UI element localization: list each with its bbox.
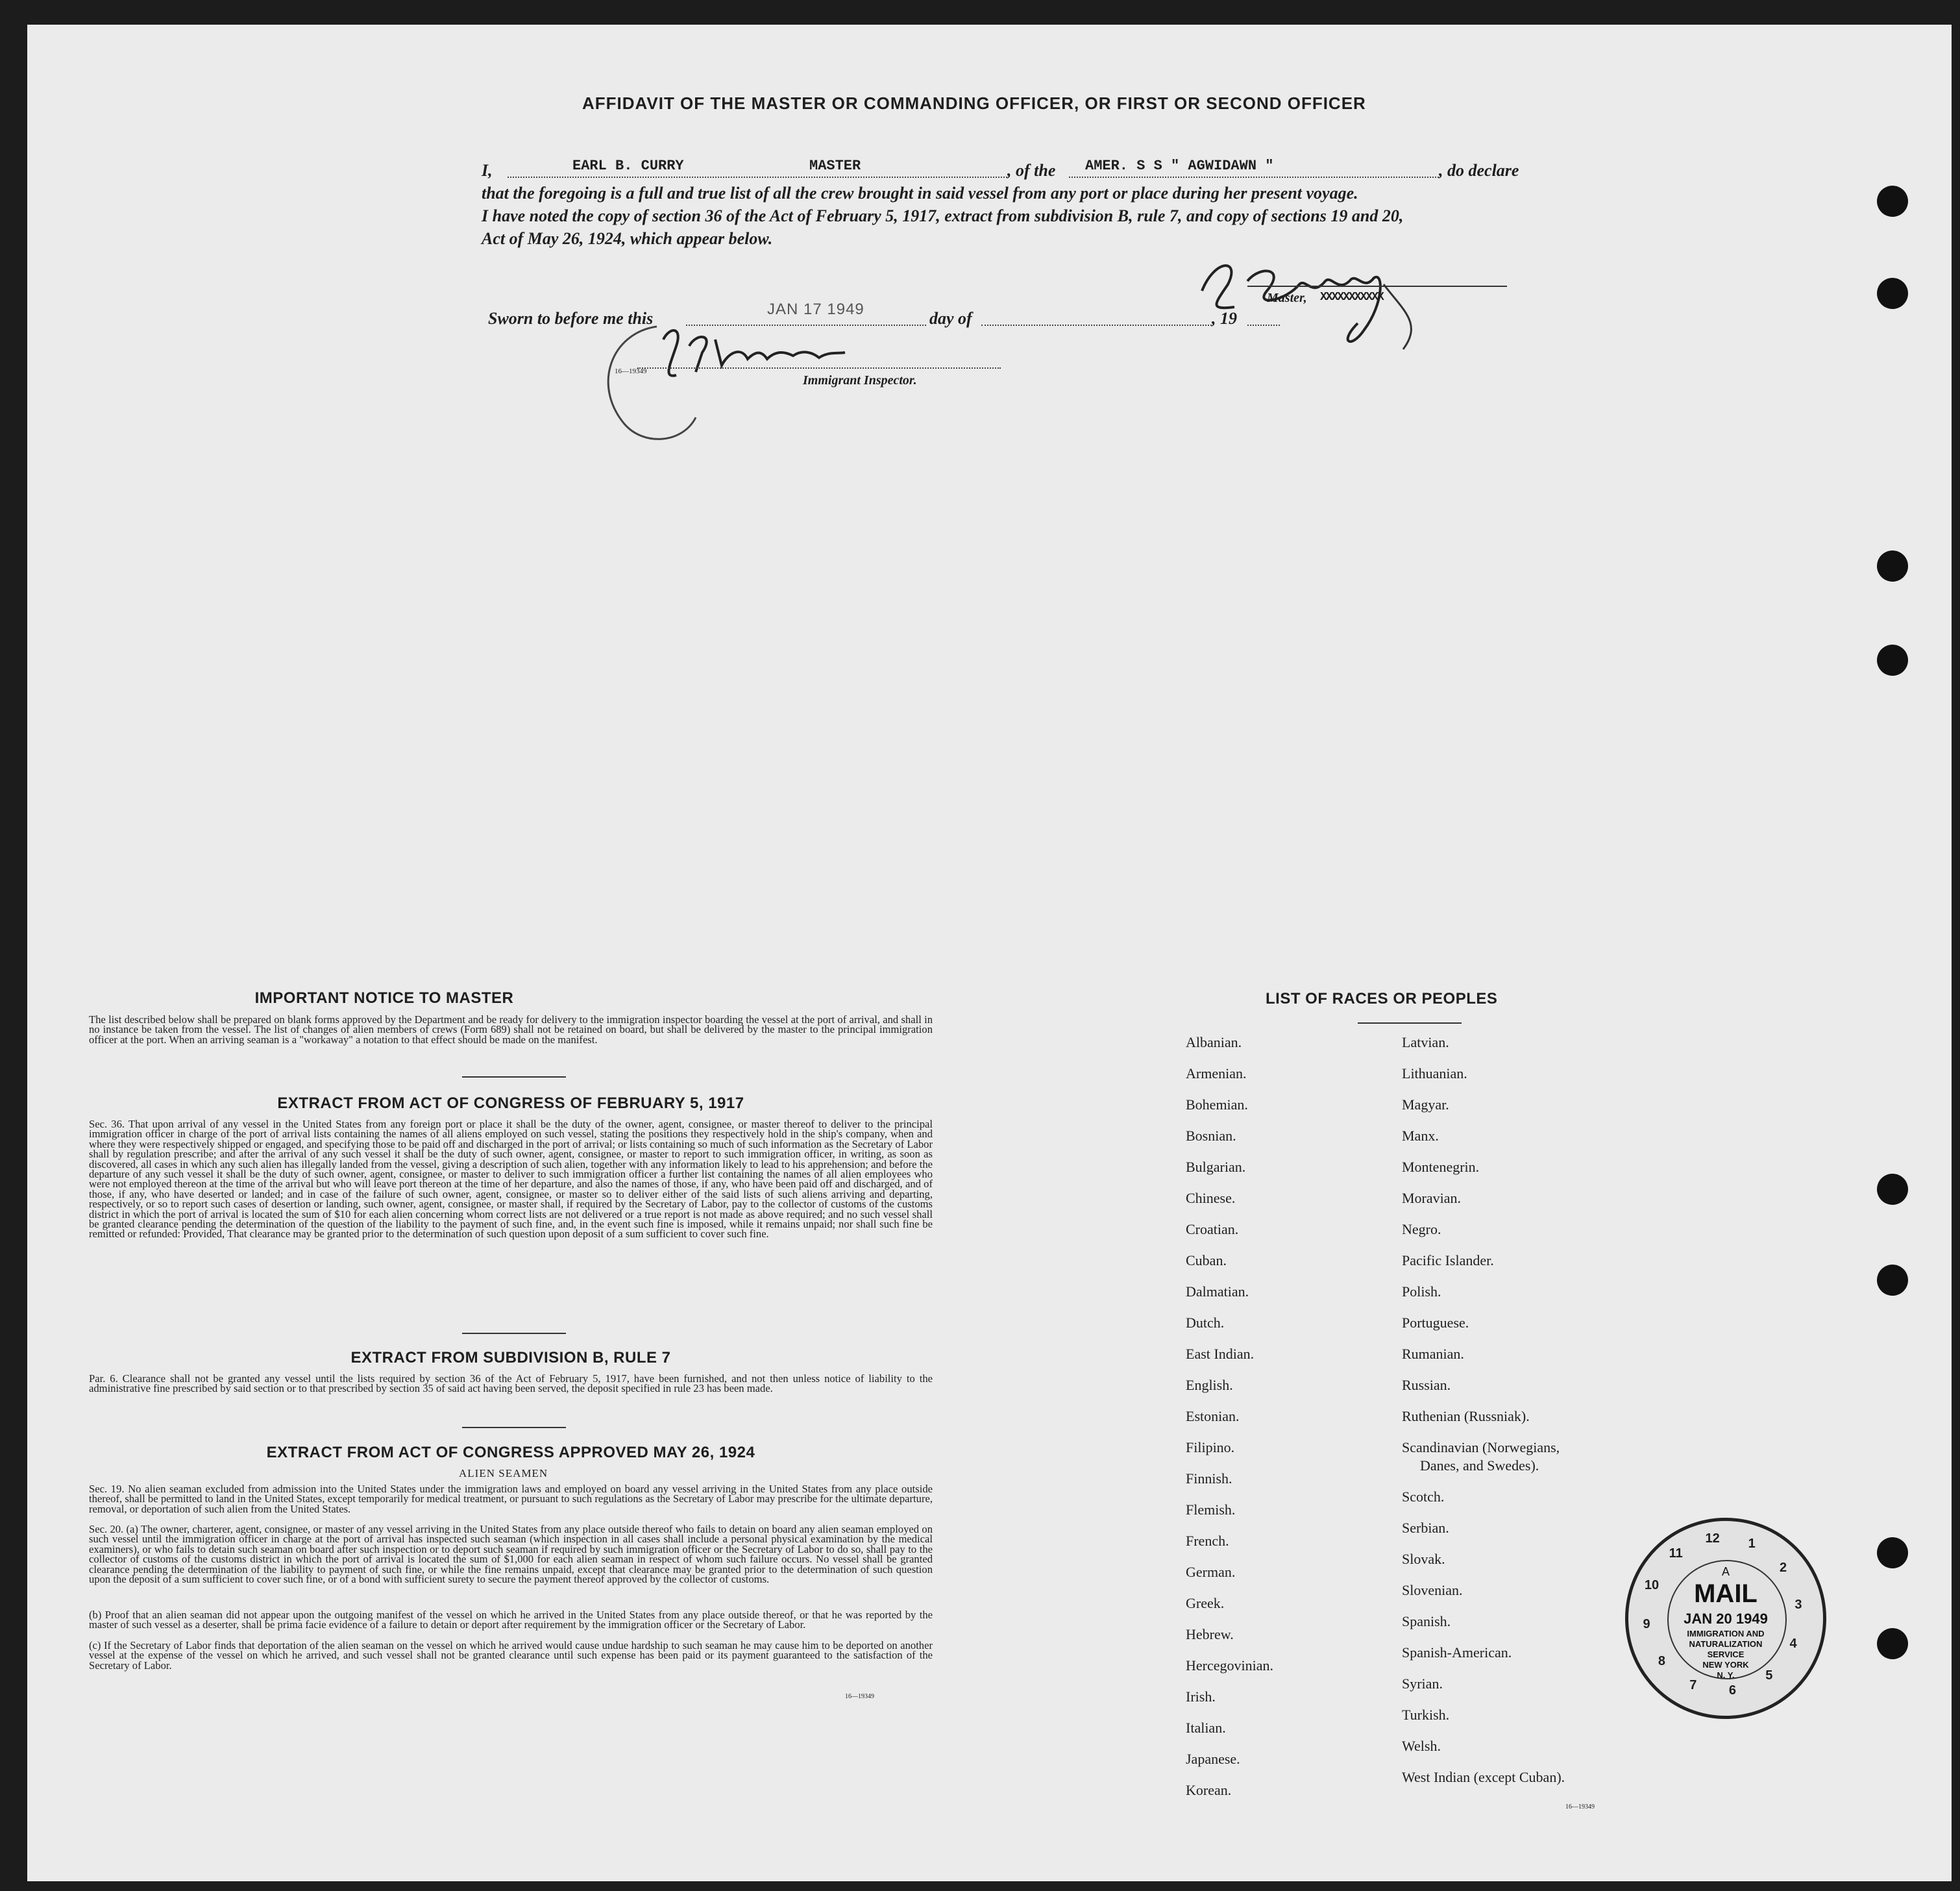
race-item: Dalmatian.: [1186, 1283, 1249, 1300]
stamp-number: 7: [1689, 1678, 1697, 1693]
race-item: Flemish.: [1186, 1502, 1236, 1518]
race-item: Syrian.: [1402, 1675, 1443, 1692]
stamp-line-3: SERVICE: [1707, 1650, 1745, 1659]
stamp-date: JAN 20 1949: [1684, 1611, 1768, 1627]
race-item: Portuguese.: [1402, 1315, 1469, 1331]
race-item: Welsh.: [1402, 1738, 1441, 1754]
vessel-name: AMER. S S " AGWIDAWN ": [1085, 158, 1274, 174]
race-item: Korean.: [1186, 1782, 1232, 1798]
race-item: Japanese.: [1186, 1751, 1240, 1767]
punch-hole: [1877, 645, 1908, 676]
year-prefix: , 19: [1212, 309, 1237, 328]
race-item: Pacific Islander.: [1402, 1252, 1494, 1268]
stamp-top: A: [1721, 1565, 1730, 1578]
affidavit-line-4: Act of May 26, 1924, which appear below.: [482, 229, 773, 248]
master-label: Master,: [1267, 291, 1307, 305]
extract-1924-sec20a: Sec. 20. (a) The owner, charterer, agent, consignee, or master of any vessel arriving in the United States from any place outside thereof who fails to detain on board any alien seaman employed on such vessel until the immigration officer in charge at the port of arrival has inspected such seaman (which inspection in all cases shall include a personal physical examination by the medical examiners), or who fails to detain such seaman on board after such inspection or to deport such seaman if required by such immigration officer or the Secretary of Labor to do so, shall pay to the collector of customs of the customs district in which the port of arrival is located the sum of $1,000 for each alien seaman in respect of whom such failure occurs. No vessel shall be granted clearance pending the determination of the liability to payment of such fine, or while the fine remains unpaid, except that clearance may be granted prior to the determination of such question upon the deposit of a sum sufficient to cover such fine, or of a bond with sufficient surety to secure the payment thereof approved by the collector of customs.: [89, 1523, 933, 1586]
stamp-line-4: NEW YORK: [1702, 1660, 1749, 1670]
race-item: Estonian.: [1186, 1408, 1240, 1424]
race-item: Armenian.: [1186, 1065, 1247, 1081]
race-item: Hercegovinian.: [1186, 1657, 1273, 1674]
month-line: [981, 325, 1212, 326]
extract-1917-text: Sec. 36. That upon arrival of any vessel in the United States from any foreign port or place it shall be the duty of the owner, agent, consignee, or master thereof to deliver to the principal immigration officer in charge of the port of arrival lists containing the names of all aliens employed on such vessel, stating the positions they respectively hold in the ship's company, when and where they were respectively shipped or engaged, and specifying those to be paid off and discharged in the port of arrival; or lists containing so much of such information as the Secretary of Labor shall by regulation prescribe; and after the arrival of any such vessel it shall be the duty of such owner, agent, consignee, or master to report to such immigration officer, in writing, as soon as discovered, all cases in which any such alien has illegally landed from the vessel, giving a description of such alien, together with any information likely to lead to his apprehension; and before the departure of any such vessel it shall be the duty of such owner, agent, consignee, or master to deliver to such immigration officer a further list containing the names of all alien employees who were not employed thereon at the time of the arrival but who will leave port thereon at the time of her departure, and also the names of those, if any, who have been paid off and discharged, and of those, if any, who have deserted or landed; and in case of the failure of such owner, agent, consignee, or master so to deliver either of the said lists of such aliens arriving and departing, respectively, or so to report such cases of desertion or landing, such owner, agent, consignee, or master shall, if required by the Secretary of Labor, pay to the collector of customs of the customs district in which the port of arrival is located the sum of $10 for each alien concerning whom correct lists are not delivered or a true report is not made as above required; and no such vessel shall be granted clearance pending the determination of the question of the liability to the payment of such fine, and, in the event such fine is imposed, while it remains unpaid; nor shall such fine be remitted or refunded: Provided, That clearance may be granted prior to the determination of such question upon deposit of a sum sufficient to cover such fine.: [89, 1118, 933, 1241]
race-item: Spanish-American.: [1402, 1644, 1512, 1661]
race-item: Croatian.: [1186, 1221, 1239, 1237]
race-item: Finnish.: [1186, 1470, 1232, 1487]
stamp-number: 3: [1795, 1597, 1802, 1612]
divider: [462, 1333, 566, 1334]
extract-rule7-text: Par. 6. Clearance shall not be granted any vessel until the lists required by section 36 of the Act of February 5, 1917, have been furnished, and not then unless notice of liability to the administrative fine prescribed by said section or to that prescribed by section 35 of said act having been served, the deposit specified in rule 23 has been made.: [89, 1372, 933, 1395]
inspector-label: Immigrant Inspector.: [803, 373, 917, 388]
race-item: Filipino.: [1186, 1439, 1235, 1455]
race-item: Scotch.: [1402, 1489, 1445, 1505]
i-label: I,: [482, 161, 493, 180]
extract-1924-sec20b: (b) Proof that an alien seaman did not appear upon the outgoing manifest of the vessel on which he arrived in the United States from any place outside thereof, or that he was reported by the master of such vessel as a deserter, shall be prima facie evidence of a failure to detain or deport after requirement by the immigration officer or the Secretary of Labor.: [89, 1609, 933, 1631]
race-item: Irish.: [1186, 1688, 1216, 1705]
punch-hole: [1877, 1628, 1908, 1659]
stamp-number: 5: [1765, 1668, 1773, 1683]
race-item: Rumanian.: [1402, 1346, 1464, 1362]
race-item: Lithuanian.: [1402, 1065, 1467, 1081]
race-item: Ruthenian (Russniak).: [1402, 1408, 1530, 1424]
divider: [462, 1076, 566, 1078]
punch-hole: [1877, 1174, 1908, 1205]
stamp-word: MAIL: [1694, 1579, 1758, 1608]
race-item: German.: [1186, 1564, 1236, 1580]
master-signature: [1189, 245, 1488, 365]
race-item: Slovak.: [1402, 1551, 1445, 1567]
inspector-line: [637, 367, 1001, 369]
of-the-label: , of the: [1007, 161, 1056, 180]
race-item: Greek.: [1186, 1595, 1225, 1611]
signature-line: [1247, 286, 1507, 287]
race-item: West Indian (except Cuban).: [1402, 1769, 1565, 1785]
stamp-number: 11: [1669, 1546, 1683, 1561]
extract-rule7-heading: EXTRACT FROM SUBDIVISION B, RULE 7: [350, 1349, 671, 1366]
affidavit-line-2: that the foregoing is a full and true list of all the crew brought in said vessel from any port or place during her present voyage.: [482, 184, 1358, 203]
divider: [462, 1427, 566, 1428]
race-item: Polish.: [1402, 1283, 1441, 1300]
punch-hole: [1877, 1537, 1908, 1568]
race-item: Negro.: [1402, 1221, 1441, 1237]
stamp-number: 10: [1644, 1577, 1660, 1592]
sworn-date-stamp: JAN 17 1949: [767, 301, 864, 318]
race-item: Russian.: [1402, 1377, 1451, 1393]
affidavit-line-3: I have noted the copy of section 36 of the Act of February 5, 1917, extract from subdivision B, rule 7, and copy of sections 19 and 20,: [482, 206, 1404, 225]
stamp-number: 8: [1658, 1653, 1665, 1668]
vessel-line: [1069, 177, 1439, 178]
stamp-line-5: N. Y.: [1717, 1670, 1735, 1680]
notice-text: The list described below shall be prepared on blank forms approved by the Department and be ready for delivery to the immigration inspector boarding the vessel at the port of arrival, and shall in no instance be taken from the vessel. The list of changes of alien members of crews (Form 689) shall not be retained on board, but shall be delivered by the master to the principal immigration officer at the port. When an arriving seaman is a "workaway" a notation to that effect should be made on the manifest.: [89, 1013, 933, 1046]
mail-received-stamp: [1625, 1518, 1826, 1719]
extract-1917-heading: EXTRACT FROM ACT OF CONGRESS OF FEBRUARY 5, 1917: [277, 1094, 744, 1112]
name-line: [508, 177, 1007, 178]
race-item: Moravian.: [1402, 1190, 1462, 1206]
race-item: Bohemian.: [1186, 1096, 1248, 1113]
race-item: Slovenian.: [1402, 1582, 1463, 1598]
race-item: Spanish.: [1402, 1613, 1451, 1629]
race-item: Danes, and Swedes).: [1420, 1457, 1539, 1474]
alien-seamen-subheading: ALIEN SEAMEN: [459, 1467, 548, 1479]
stamp-number: 12: [1705, 1531, 1720, 1546]
race-item: Magyar.: [1402, 1096, 1449, 1113]
affidavit-title: AFFIDAVIT OF THE MASTER OR COMMANDING OFFICER, OR FIRST OR SECOND OFFICER: [582, 93, 1366, 113]
race-item: English.: [1186, 1377, 1233, 1393]
race-item: Bulgarian.: [1186, 1159, 1246, 1175]
stamp-number: 2: [1780, 1561, 1787, 1576]
race-item: Turkish.: [1402, 1707, 1450, 1723]
stamp-number: 1: [1748, 1536, 1756, 1551]
stamp-number: 9: [1643, 1617, 1650, 1632]
stamp-number: 6: [1728, 1683, 1736, 1698]
race-item: Serbian.: [1402, 1520, 1449, 1536]
sworn-label: Sworn to before me this: [488, 309, 654, 328]
race-item: Montenegrin.: [1402, 1159, 1480, 1175]
extract-1924-heading: EXTRACT FROM ACT OF CONGRESS APPROVED MAY 26, 1924: [266, 1444, 755, 1461]
punch-hole: [1877, 1265, 1908, 1296]
stamp-line-2: NATURALIZATION: [1689, 1639, 1763, 1649]
year-line: [1247, 325, 1280, 326]
extract-1924-sec20c: (c) If the Secretary of Labor finds that deportation of the alien seaman on the vessel on which he arrived would cause undue hardship to such seaman he may cause him to be deported on another vessel at the expense of the vessel on which he arrived, and such vessel shall not be granted clearance until such expense has been paid or its payment guaranteed to the satisfaction of the Secretary of Labor.: [89, 1639, 933, 1672]
race-item: Cuban.: [1186, 1252, 1227, 1268]
day-of-label: day of: [929, 309, 972, 328]
race-item: French.: [1186, 1533, 1229, 1549]
divider: [1358, 1022, 1462, 1024]
race-item: Albanian.: [1186, 1034, 1242, 1050]
race-item: Scandinavian (Norwegians,: [1402, 1439, 1560, 1455]
race-item: Bosnian.: [1186, 1128, 1236, 1144]
race-item: Hebrew.: [1186, 1626, 1234, 1642]
punch-hole: [1877, 186, 1908, 217]
punch-hole: [1877, 278, 1908, 309]
race-item: Dutch.: [1186, 1315, 1225, 1331]
extract-1924-sec19: Sec. 19. No alien seaman excluded from admission into the United States under the immigration laws and employed on board any vessel arriving in the United States from any place outside thereof, shall be permitted to land in the United States, except temporarily for medical treatment, or pursuant to such regulations as the Secretary of Labor may prescribe for the ultimate departure, removal, or deportation of such alien from the United States.: [89, 1483, 933, 1515]
race-item: Italian.: [1186, 1720, 1226, 1736]
document-page: [27, 25, 1952, 1881]
form-number: 16—19349: [845, 1693, 874, 1700]
race-item: East Indian.: [1186, 1346, 1255, 1362]
races-form-number: 16—19349: [1565, 1803, 1595, 1811]
punch-hole: [1877, 550, 1908, 582]
master-name: EARL B. CURRY: [572, 158, 684, 174]
races-heading: LIST OF RACES OR PEOPLES: [1266, 990, 1498, 1007]
race-item: Latvian.: [1402, 1034, 1449, 1050]
master-rank: MASTER: [809, 158, 861, 174]
declare-label: , do declare: [1439, 161, 1519, 180]
struck-title: XXXXXXXXXXX: [1320, 291, 1383, 304]
seal-number: 16—19349: [615, 367, 647, 375]
notice-heading: IMPORTANT NOTICE TO MASTER: [254, 989, 514, 1007]
stamp-number: 4: [1789, 1637, 1797, 1651]
race-item: Chinese.: [1186, 1190, 1236, 1206]
stamp-line-1: IMMIGRATION AND: [1687, 1629, 1765, 1638]
race-item: Manx.: [1402, 1128, 1439, 1144]
